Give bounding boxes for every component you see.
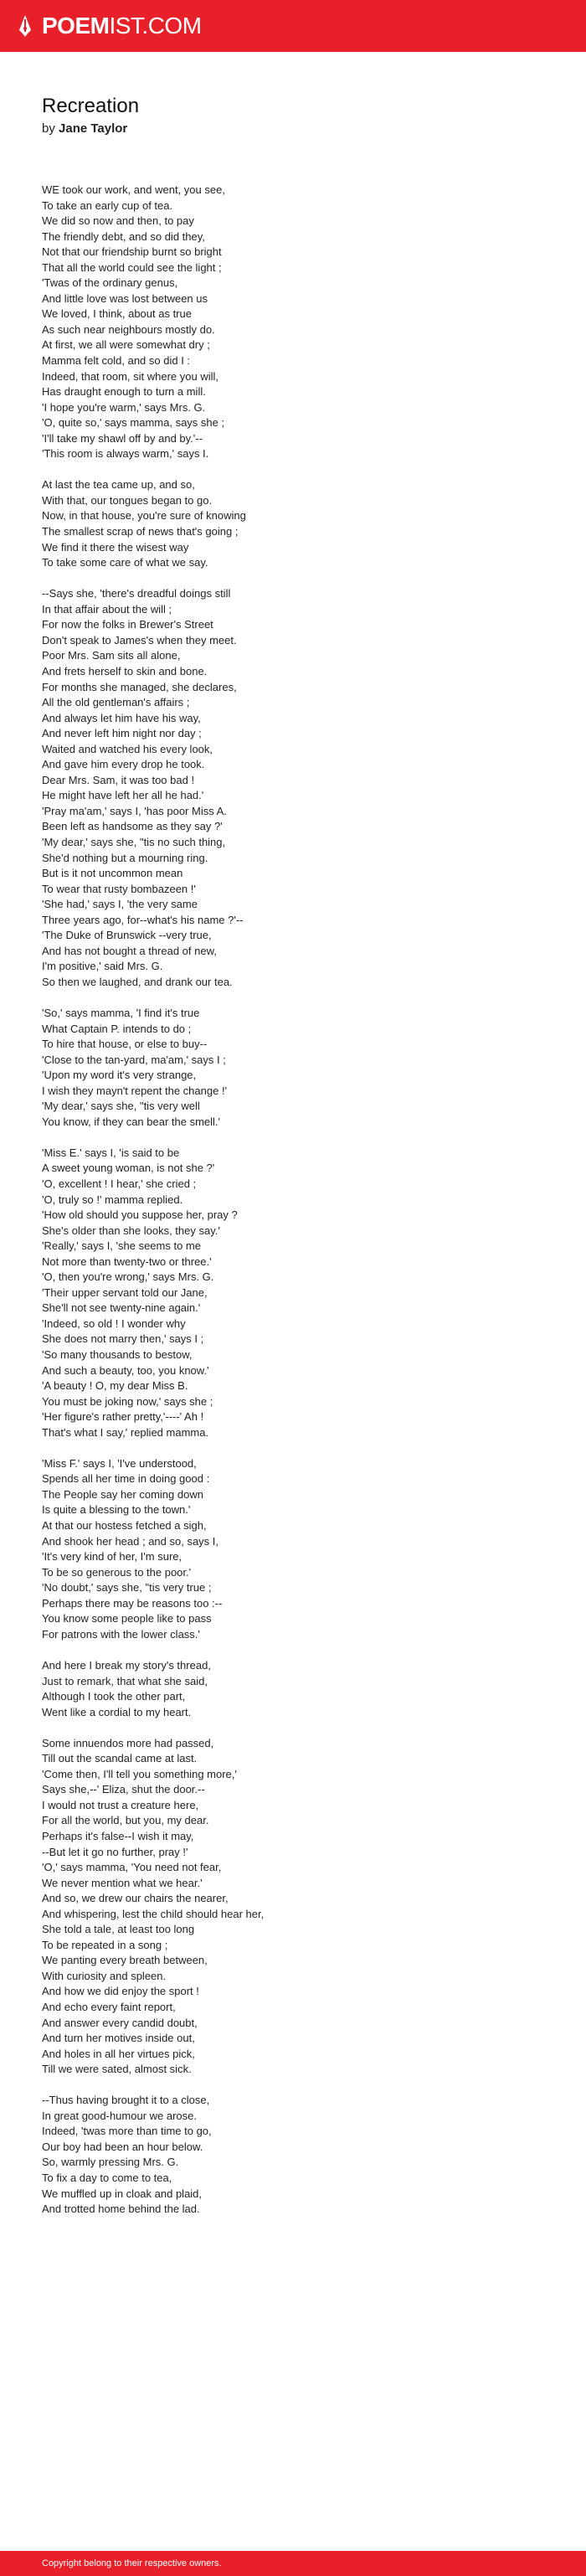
poem-line: So then we laughed, and drank our tea. (42, 975, 233, 988)
poem-line: 'This room is always warm,' says I. (42, 447, 209, 461)
poem-line: 'It's very kind of her, I'm sure, (42, 1550, 182, 1564)
poem-line: 'A beauty ! O, my dear Miss B. (42, 1379, 188, 1393)
poem-line: And how we did enjoy the sport ! (42, 1985, 199, 1998)
poem-line: 'O, truly so !' mamma replied. (42, 1193, 183, 1206)
poem-line: Not more than twenty-two or three.' (42, 1255, 212, 1268)
poem-line: We muffled up in cloak and plaid, (42, 2187, 203, 2200)
poem-line: Went like a cordial to my heart. (42, 1705, 192, 1718)
poem-line: We loved, I think, about as true (42, 307, 192, 321)
poem-line: And holes in all her virtues pick, (42, 2047, 195, 2060)
poem-line: But is it not uncommon mean (42, 867, 183, 880)
poem-line: 'O, quite so,' says mamma, says she ; (42, 416, 225, 430)
poem-line: Says she,--' Eliza, shut the door.-- (42, 1783, 205, 1796)
poem-line: For patrons with the lower class.' (42, 1627, 200, 1641)
poem-line: And frets herself to skin and bone. (42, 664, 208, 677)
poem-line: And shook her head ; and so, says I, (42, 1534, 219, 1548)
stanza (42, 1658, 544, 1720)
poem-line: We did so now and then, to pay (42, 214, 194, 228)
poem-line: 'I hope you're warm,' says Mrs. G. (42, 400, 206, 414)
poem-line: The People say her coming down (42, 1487, 203, 1501)
poem-line: And so, we drew our chairs the nearer, (42, 1892, 229, 1905)
poem-line: 'O, then you're wrong,' says Mrs. G. (42, 1270, 214, 1284)
poem-line: To fix a day to come to tea, (42, 2172, 172, 2184)
poem-line: For now the folks in Brewer's Street (42, 618, 213, 631)
poem-line: Poor Mrs. Sam sits all alone, (42, 649, 181, 662)
poem-line: To be so generous to the poor.' (42, 1565, 192, 1579)
poem-line: That's what I say,' replied mamma. (42, 1425, 209, 1439)
poem-line: In that affair about the will ; (42, 602, 172, 616)
site-footer (0, 2551, 586, 2576)
poem-line: Till we were sated, almost sick. (42, 2063, 192, 2076)
poem-line: And such a beauty, too, you know.' (42, 1363, 209, 1377)
poem-line: Perhaps it's false--I wish it may, (42, 1829, 194, 1842)
poem-line: 'Really,' says I, 'she seems to me (42, 1239, 201, 1253)
poem-line: And little love was lost between us (42, 291, 208, 305)
poem-line: 'My dear,' says she, "tis very well (42, 1100, 200, 1113)
poem-line: 'Miss E.' says I, 'is said to be (42, 1146, 180, 1159)
poem-line: WE took our work, and went, you see, (42, 183, 225, 196)
logo-light: IST.COM (109, 13, 202, 39)
poem-line: And here I break my story's thread, (42, 1658, 211, 1672)
poem-line: Been left as handsome as they say ?' (42, 820, 223, 833)
poem-line: To wear that rusty bombazeen !' (42, 882, 196, 895)
poem-line: 'Pray ma'am,' says I, 'has poor Miss A. (42, 804, 227, 817)
stanza (42, 1456, 544, 1643)
poem-line: She's older than she looks, they say.' (42, 1224, 220, 1237)
stanza (42, 586, 544, 990)
poem-line: For months she managed, she declares, (42, 680, 237, 693)
poem-line: 'O, excellent ! I hear,' she cried ; (42, 1177, 197, 1190)
poem-line: --Thus having brought it to a close, (42, 2094, 210, 2107)
poem-line: You know some people like to pass (42, 1612, 212, 1625)
site-logo[interactable] (42, 13, 202, 39)
poem-line: And answer every candid doubt, (42, 2016, 198, 2029)
poem-line: --But let it go no further, pray !' (42, 1845, 188, 1858)
poem-line: Till out the scandal came at last. (42, 1752, 198, 1765)
poem-line: For all the world, but you, my dear. (42, 1814, 209, 1827)
poem-line: Although I took the other part, (42, 1690, 186, 1703)
poem-line: --Says she, 'there's dreadful doings still (42, 587, 231, 600)
stanza (42, 2093, 544, 2217)
poem-line: And trotted home behind the lad. (42, 2202, 200, 2216)
poem-line: To take some care of what we say. (42, 556, 208, 569)
poem-line: To be repeated in a song ; (42, 1938, 168, 1951)
poem-line: She'd nothing but a mourning ring. (42, 851, 208, 864)
poem-title: Recreation (42, 95, 140, 117)
poem-line: Just to remark, that what she said, (42, 1674, 208, 1687)
poem-line: At first, we all were somewhat dry ; (42, 338, 210, 352)
poem-line: Three years ago, for--what's his name ?'-- (42, 913, 244, 926)
poem-line: With curiosity and spleen. (42, 1969, 167, 1982)
poem-line: I wish they mayn't repent the change !' (42, 1084, 228, 1097)
author-link[interactable]: Jane Taylor (59, 121, 128, 136)
poem-line: Our boy had been an hour below. (42, 2140, 203, 2153)
logo-bold: POEM (42, 13, 110, 39)
poem-line: We panting every breath between, (42, 1954, 208, 1967)
poem-line: To take an early cup of tea. (42, 198, 173, 212)
poem-line: We never mention what we hear.' (42, 1876, 203, 1889)
poem-line: 'So many thousands to bestow, (42, 1348, 193, 1362)
poem-line: At last the tea came up, and so, (42, 478, 195, 492)
poem-line: Don't speak to James's when they meet. (42, 633, 237, 647)
poem-body (42, 183, 544, 2218)
poem-line: Spends all her time in doing good : (42, 1472, 210, 1486)
poem-line: The smallest scrap of news that's going ; (42, 525, 239, 538)
poem-line: With that, our tongues began to go. (42, 493, 213, 507)
poem-line: 'O,' says mamma, 'You need not fear, (42, 1861, 222, 1874)
poem-line: She told a tale, at least too long (42, 1923, 195, 1936)
poem-line: At that our hostess fetched a sigh, (42, 1519, 207, 1533)
stanza (42, 477, 544, 570)
stanza (42, 1006, 544, 1130)
by-label: by (42, 121, 55, 136)
poem-line: Indeed, that room, sit where you will, (42, 369, 218, 383)
poem-line: Perhaps there may be reasons too :-- (42, 1596, 223, 1610)
poem-line: Some innuendos more had passed, (42, 1736, 214, 1749)
poem-line: Mamma felt cold, and so did I : (42, 354, 191, 368)
poem-line: 'Miss F.' says I, 'I've understood, (42, 1456, 197, 1470)
poem-line: I would not trust a creature here, (42, 1798, 199, 1811)
site-header (0, 0, 586, 52)
poem-line: Not that our friendship burnt so bright (42, 245, 222, 259)
poem-line: So, warmly pressing Mrs. G. (42, 2156, 179, 2169)
poem-line: Now, in that house, you're sure of knowing (42, 509, 246, 523)
poem-line: We find it there the wisest way (42, 540, 189, 554)
poem-line: To hire that house, or else to buy-- (42, 1038, 208, 1051)
poem-line: 'The Duke of Brunswick --very true, (42, 929, 212, 942)
poem-line: And whispering, lest the child should hear her, (42, 1907, 265, 1920)
poem-line: What Captain P. intends to do ; (42, 1022, 192, 1035)
poem-line: You must be joking now,' says she ; (42, 1394, 213, 1408)
poem-line: Dear Mrs. Sam, it was too bad ! (42, 773, 195, 786)
byline (42, 121, 544, 137)
poem-line: As such near neighbours mostly do. (42, 322, 215, 336)
poem-line: The friendly debt, and so did they, (42, 229, 205, 243)
poem-line: And never left him night nor day ; (42, 727, 202, 740)
poem-line: She'll not see twenty-nine again.' (42, 1301, 201, 1315)
poem-line: 'Their upper servant told our Jane, (42, 1285, 208, 1299)
poem-line: 'She had,' says I, 'the very same (42, 898, 198, 911)
poem-line: She does not marry then,' says I ; (42, 1332, 204, 1346)
poem-line: You know, if they can bear the smell.' (42, 1115, 221, 1128)
poem-container (42, 94, 544, 2233)
poem-line: In great good-humour we arose. (42, 2109, 197, 2122)
poem-line: And echo every faint report, (42, 2000, 176, 2013)
stanza (42, 1146, 544, 1440)
quill-pen-icon[interactable] (17, 14, 33, 38)
poem-line: Waited and watched his every look, (42, 742, 213, 755)
poem-line: And gave him every drop he took. (42, 758, 205, 771)
poem-line: 'My dear,' says she, "tis no such thing, (42, 835, 226, 848)
poem-line: 'How old should you suppose her, pray ? (42, 1208, 238, 1222)
poem-line: 'Upon my word it's very strange, (42, 1069, 197, 1082)
poem-line: That all the world could see the light ; (42, 260, 222, 274)
poem-line: 'Her figure's rather pretty,'----' Ah ! (42, 1410, 204, 1424)
poem-line: I'm positive,' said Mrs. G. (42, 960, 163, 973)
poem-line: 'No doubt,' says she, "tis very true ; (42, 1581, 212, 1595)
poem-line: 'So,' says mamma, 'I find it's true (42, 1006, 200, 1019)
poem-line: 'Indeed, so old ! I wonder why (42, 1316, 186, 1330)
poem-line: All the old gentleman's affairs ; (42, 696, 190, 709)
poem-line: He might have left her all he had.' (42, 789, 204, 802)
poem-line: 'Come then, I'll tell you something more,' (42, 1767, 237, 1780)
poem-line: Has draught enough to turn a mill. (42, 385, 206, 399)
stanza (42, 1736, 544, 2078)
poem-line: And turn her motives inside out, (42, 2032, 195, 2045)
poem-line: 'Close to the tan-yard, ma'am,' says I ; (42, 1053, 226, 1066)
poem-line: A sweet young woman, is not she ?' (42, 1162, 215, 1175)
poem-line: And always let him have his way, (42, 711, 201, 724)
poem-line: Is quite a blessing to the town.' (42, 1503, 191, 1517)
copyright-text: Copyright belong to their respective owners. (42, 2558, 222, 2568)
poem-line: 'Twas of the ordinary genus, (42, 276, 178, 290)
stanza (42, 183, 544, 462)
poem-line: 'I'll take my shawl off by and by.'-- (42, 431, 203, 445)
poem-line: And has not bought a thread of new, (42, 944, 217, 957)
poem-line: Indeed, 'twas more than time to go, (42, 2125, 212, 2138)
